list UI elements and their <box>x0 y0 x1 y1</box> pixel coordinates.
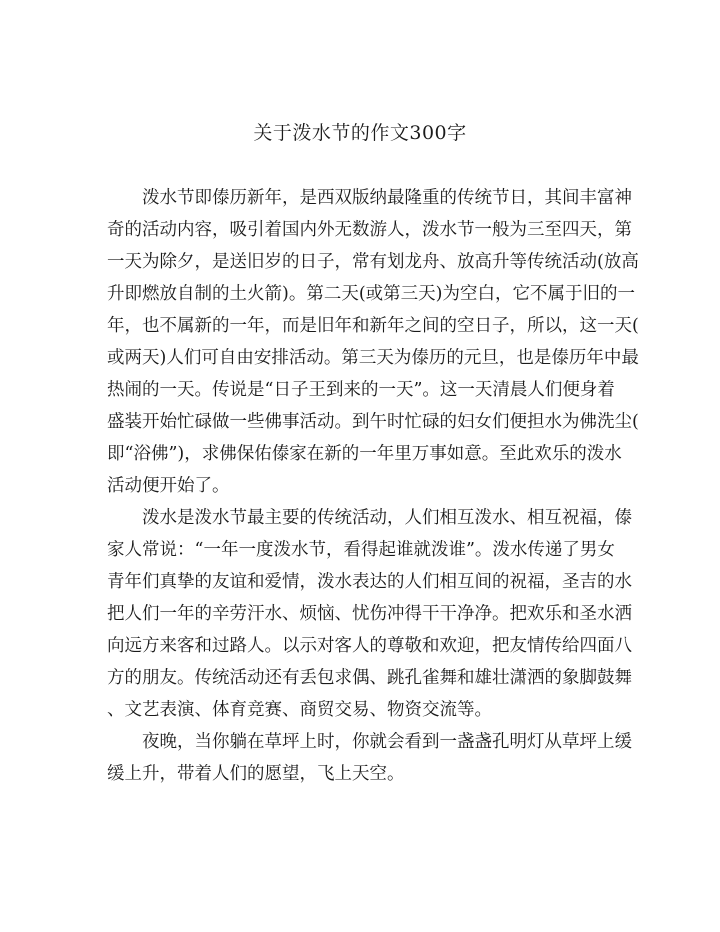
text-line: 盛装开始忙碌做一些佛事活动。到午时忙碌的妇女们便担水为佛洗尘( <box>107 412 639 432</box>
paragraph-1 <box>107 182 639 502</box>
text-line: 夜晚，当你躺在草坪上时，你就会看到一盏盏孔明灯从草坪上缓 <box>107 732 632 752</box>
text-line: 年，也不属新的一年，而是旧年和新年之间的空日子，所以，这一天( <box>107 316 639 336</box>
text-line: 缓上升，带着人们的愿望，飞上天空。 <box>107 764 405 784</box>
text-line: 活动便开始了。 <box>107 476 230 496</box>
text-line: 家人常说：“一年一度泼水节，看得起谁就泼谁”。泼水传递了男女 <box>107 540 615 560</box>
text-line: 、文艺表演、体育竞赛、商贸交易、物资交流等。 <box>107 700 492 720</box>
text-line: 一天为除夕，是送旧岁的日子，常有划龙舟、放高升等传统活动(放高 <box>107 252 639 272</box>
paragraph-2 <box>107 502 632 726</box>
text-line: 方的朋友。传统活动还有丢包求偶、跳孔雀舞和雄壮潇洒的象脚鼓舞 <box>107 668 632 688</box>
text-line: 向远方来客和过路人。以示对客人的尊敬和欢迎，把友情传给四面八 <box>107 636 632 656</box>
text-line: 泼水节即傣历新年，是西双版纳最隆重的传统节日，其间丰富神 <box>107 188 632 208</box>
text-line: 把人们一年的辛劳汗水、烦恼、忧伤冲得干干净净。把欢乐和圣水洒 <box>107 604 632 624</box>
document-title: 关于泼水节的作文300字 <box>253 122 467 144</box>
paragraph-3 <box>107 726 632 790</box>
text-line: 升即燃放自制的土火箭)。第二天(或第三天)为空白，它不属于旧的一 <box>107 284 635 304</box>
text-line: 热闹的一天。传说是“日子王到来的一天”。这一天清晨人们便身着 <box>107 380 615 400</box>
text-line: 奇的活动内容，吸引着国内外无数游人，泼水节一般为三至四天，第 <box>107 220 632 240</box>
text-line: 青年们真挚的友谊和爱情，泼水表达的人们相互间的祝福，圣吉的水 <box>107 572 632 592</box>
document-body <box>107 182 639 790</box>
text-line: 泼水是泼水节最主要的传统活动，人们相互泼水、相互祝福，傣 <box>107 508 632 528</box>
text-line: 即“浴佛”)，求佛保佑傣家在新的一年里万事如意。至此欢乐的泼水 <box>107 444 622 464</box>
text-line: 或两天)人们可自由安排活动。第三天为傣历的元旦，也是傣历年中最 <box>107 348 639 368</box>
